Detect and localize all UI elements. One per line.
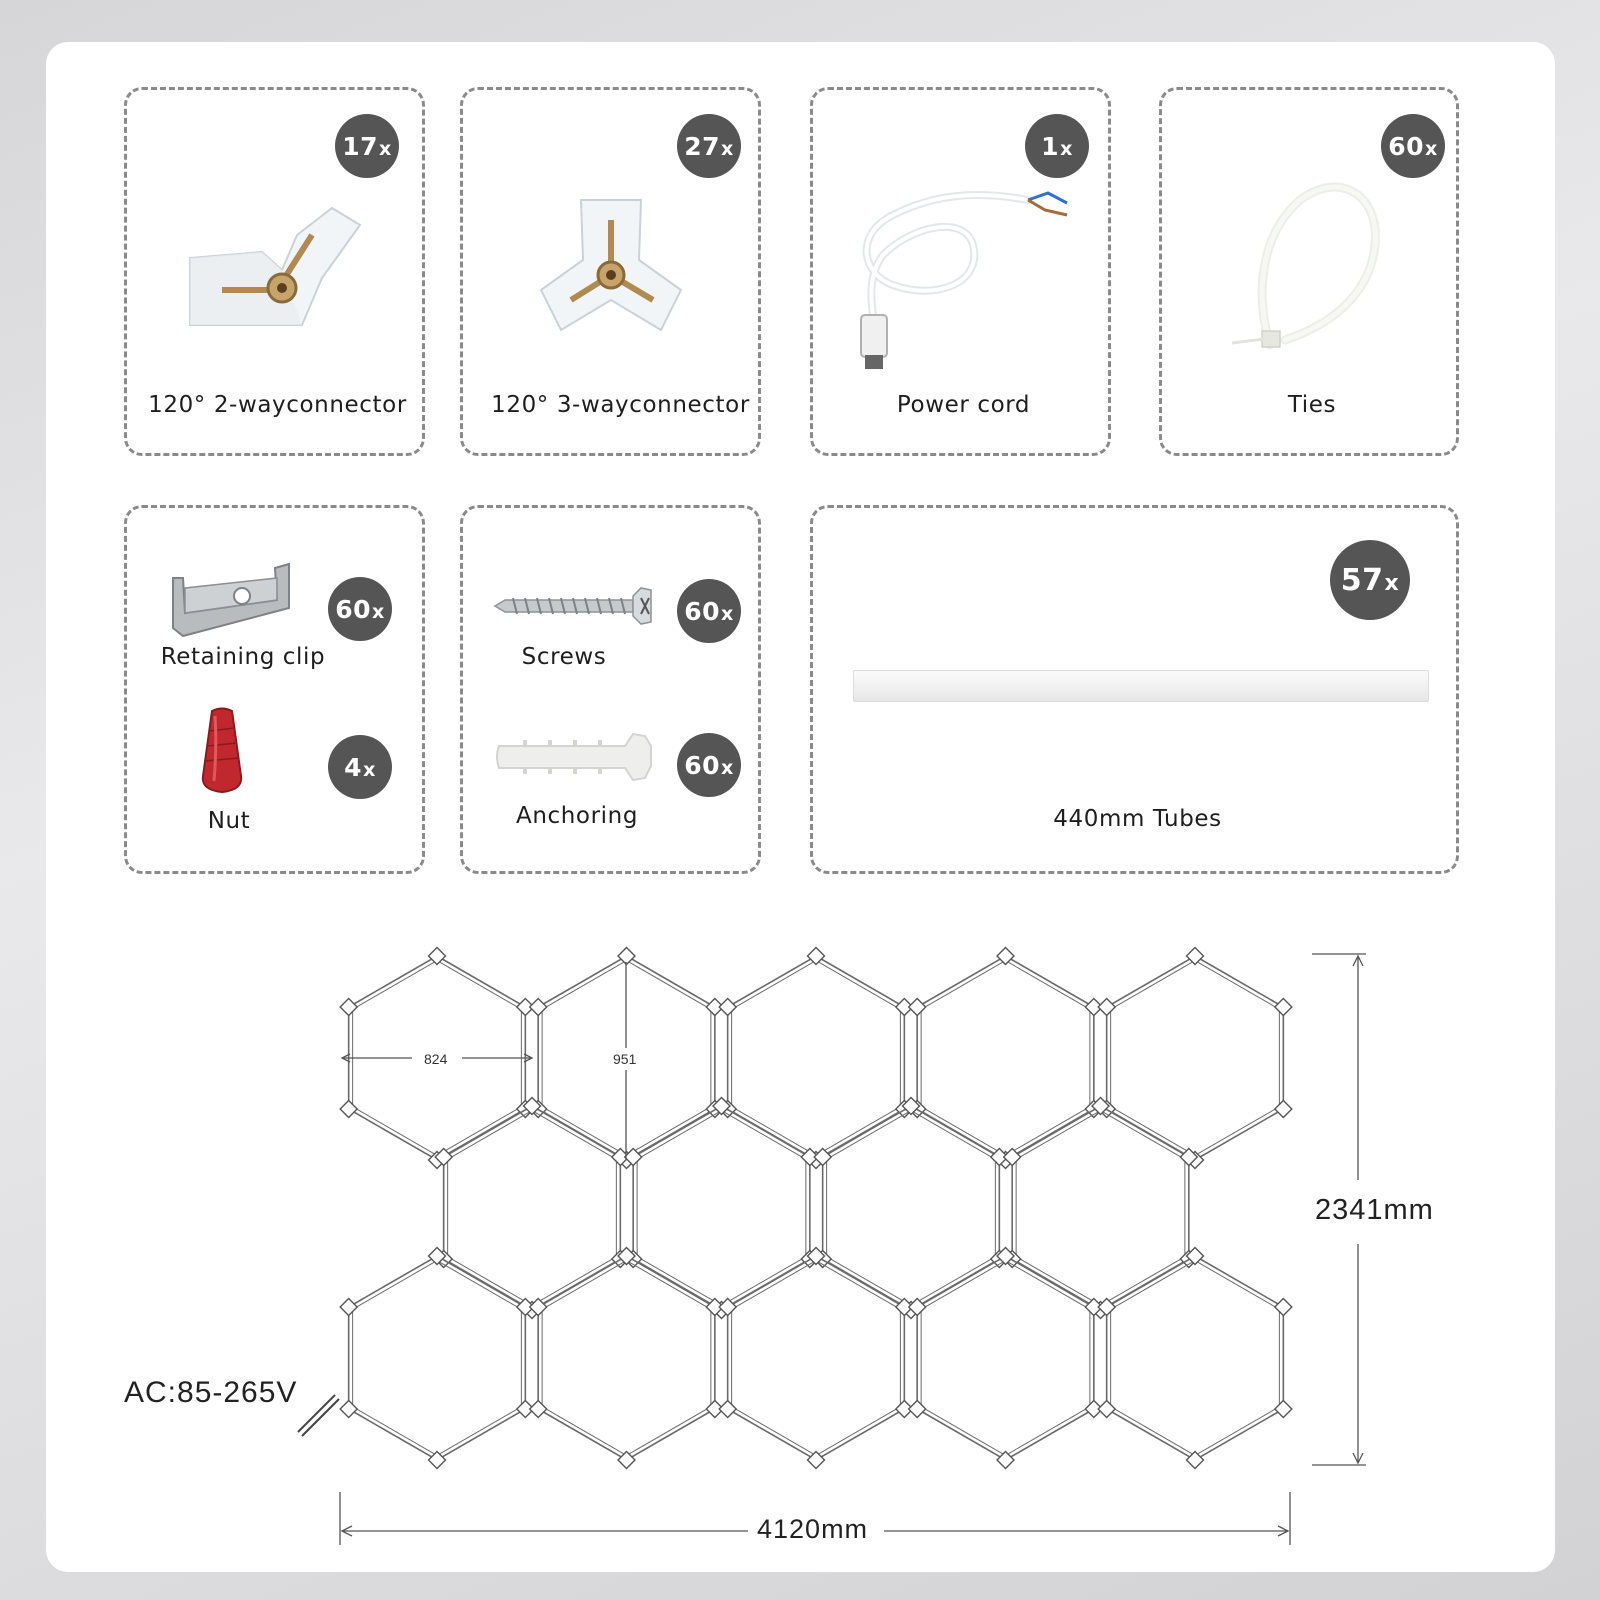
hex-width-label: 824	[424, 1051, 448, 1067]
connector-node	[1275, 1401, 1292, 1418]
width-dimension-label: 4120mm	[757, 1514, 869, 1544]
connector-node	[1275, 999, 1292, 1016]
item-label: Retaining clip	[160, 644, 326, 670]
connector-node	[1275, 1299, 1292, 1316]
connector-node	[340, 999, 357, 1016]
item-label: 120° 2-wayconnector	[148, 392, 407, 418]
connector-node	[997, 948, 1014, 965]
quantity-badge: 4 x	[328, 735, 392, 799]
quantity-badge: 17 x	[335, 114, 399, 178]
connector-node	[340, 1101, 357, 1118]
item-label: Screws	[521, 644, 607, 670]
connector-node	[1098, 1401, 1115, 1418]
connector-node	[1187, 948, 1204, 965]
quantity-badge: 27 x	[677, 114, 741, 178]
connector-node	[429, 1452, 446, 1469]
item-label: Power cord	[896, 392, 1031, 418]
quantity-badge: 60 x	[328, 577, 392, 641]
connector-node	[429, 948, 446, 965]
item-label: 120° 3-wayconnector	[491, 392, 750, 418]
quantity-badge: 60 x	[1381, 114, 1445, 178]
connector-node	[909, 999, 926, 1016]
connector-node	[719, 999, 736, 1016]
quantity-badge: 57 x	[1330, 540, 1410, 620]
connector-node	[1187, 1452, 1204, 1469]
item-label: Nut	[207, 808, 251, 834]
connector-node	[530, 999, 547, 1016]
quantity-badge: 60 x	[677, 579, 741, 643]
voltage-label: AC:85-265V	[124, 1376, 298, 1409]
connector-node	[719, 1401, 736, 1418]
connector-node	[530, 1401, 547, 1418]
connector-node	[1275, 1101, 1292, 1118]
connector-node	[808, 948, 825, 965]
connector-node	[997, 1452, 1014, 1469]
connector-node	[618, 948, 635, 965]
hexagon-grid	[340, 948, 1292, 1469]
connector-node	[1098, 999, 1115, 1016]
connector-node	[909, 1401, 926, 1418]
hex-height-label: 951	[613, 1051, 637, 1067]
item-label: Anchoring	[515, 803, 639, 829]
connector-node	[340, 1299, 357, 1316]
connector-node	[340, 1401, 357, 1418]
quantity-badge: 60 x	[677, 733, 741, 797]
quantity-badge: 1 x	[1025, 114, 1089, 178]
item-label: Ties	[1287, 392, 1337, 418]
dimension-lines	[298, 954, 1366, 1545]
connector-node	[808, 1452, 825, 1469]
height-dimension-label: 2341mm	[1315, 1194, 1434, 1226]
connector-node	[618, 1452, 635, 1469]
item-label: 440mm Tubes	[1053, 806, 1222, 832]
